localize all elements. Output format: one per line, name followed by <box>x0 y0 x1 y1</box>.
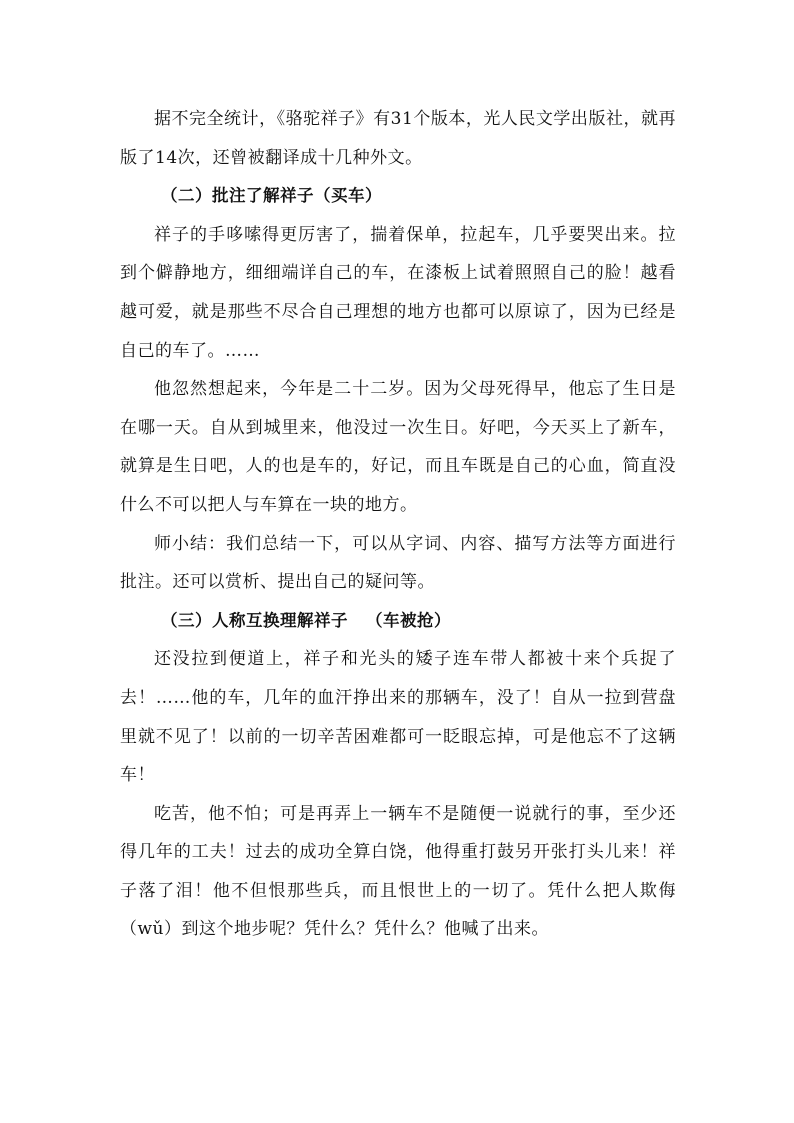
paragraph-car-robbed-2: 吃苦，他不怕；可是再弄上一辆车不是随便一说就行的事，至少还得几年的工夫！过去的成功全算白饶，他得重打鼓另开张打头儿来！祥子落了泪！他不但恨那些兵，而且恨世上的一切了。凭什么把人欺侮（wǔ）到这个地步呢？凭什么？凭什么？他喊了出来。 <box>120 803 676 940</box>
document-body <box>120 100 676 949</box>
heading-sub-text: （车被抢） <box>366 610 451 630</box>
paragraph-buy-car-1: 祥子的手哆嗦得更厉害了，揣着保单，拉起车，几乎要哭出来。拉到个僻静地方，细细端详自己的车，在漆板上试着照照自己的脸！越看越可爱，就是那些不尽合自己理想的地方也都可以原谅了，因为已经是自己的车了。…… <box>120 224 676 361</box>
heading-main-text: （三）人称互换理解祥子 <box>161 610 348 630</box>
section-heading-car-robbed <box>120 602 676 641</box>
paragraph-versions: 据不完全统计，《骆驼祥子》有31个版本，光人民文学出版社，就再版了14次，还曾被翻译成十几种外文。 <box>120 109 676 168</box>
section-heading-buy-car: （二）批注了解祥子（买车） <box>161 186 382 206</box>
paragraph-car-robbed-1: 还没拉到便道上，祥子和光头的矮子连车带人都被十来个兵捉了去！……他的车，几年的血汗挣出来的那辆车，没了！自从一拉到营盘里就不见了！以前的一切辛苦困难都可一眨眼忘掉，可是他忘不了这辆车！ <box>120 649 676 786</box>
paragraph-teacher-summary: 师小结：我们总结一下，可以从字词、内容、描写方法等方面进行批注。还可以赏析、提出自己的疑问等。 <box>120 533 676 593</box>
paragraph-buy-car-2: 他忽然想起来，今年是二十二岁。因为父母死得早，他忘了生日是在哪一天。自从到城里来，他没过一次生日。好吧，今天买上了新车，就算是生日吧，人的也是车的，好记，而且车既是自己的心血，简直没什么不可以把人与车算在一块的地方。 <box>120 379 676 515</box>
